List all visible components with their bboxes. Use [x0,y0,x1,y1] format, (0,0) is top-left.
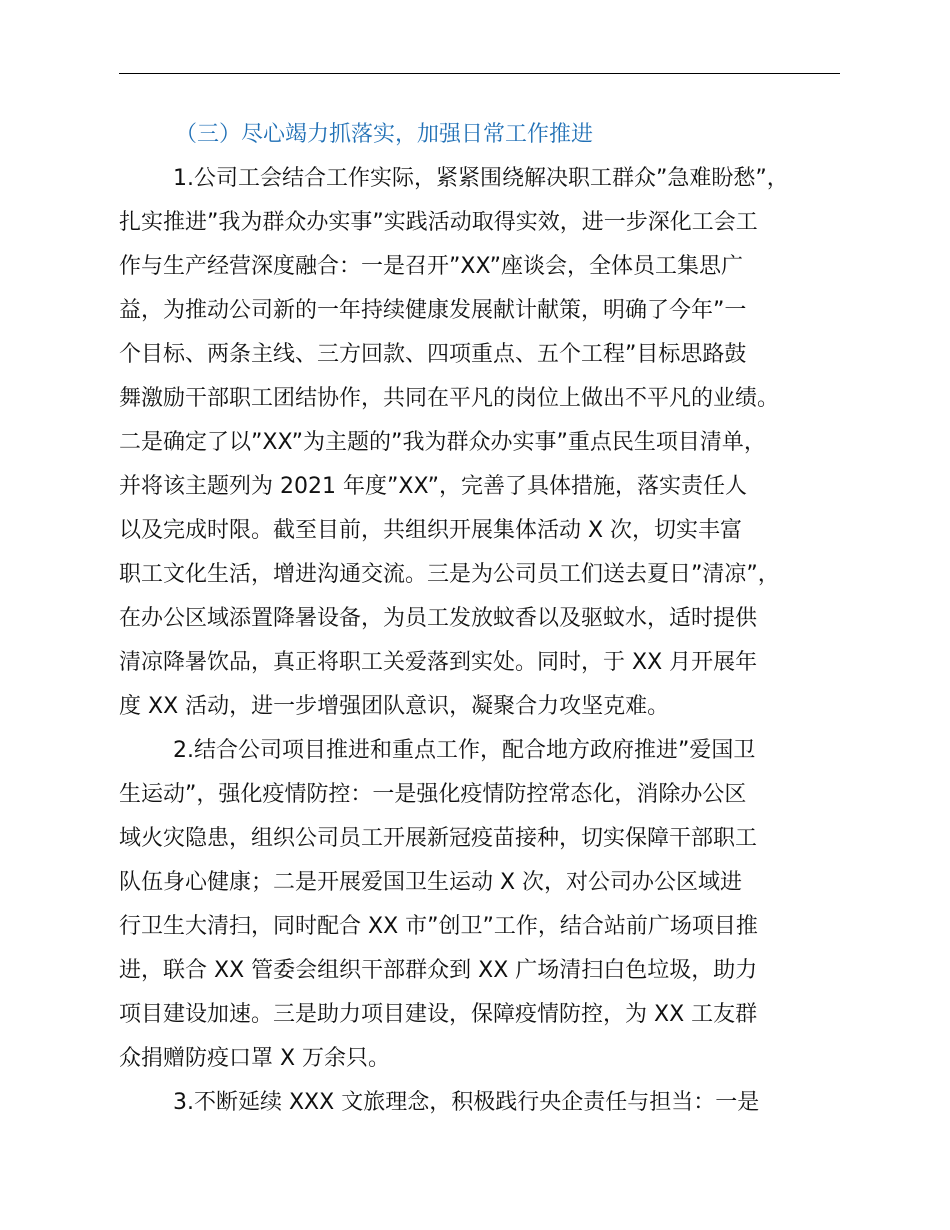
paragraph-line: 作与生产经营深度融合：一是召开”XX”座谈会，全体员工集思广 [119,254,744,279]
paragraph-line: 3.不断延续 XXX 文旅理念，积极践行央企责任与担当：一是 [173,1090,760,1115]
paragraph-2 [119,729,840,1081]
paragraph-line: 项目建设加速。三是助力项目建设，保障疫情防控，为 XX 工友群 [119,1002,758,1027]
paragraph-line: 二是确定了以”XX”为主题的”我为群众办实事”重点民生项目清单， [119,430,766,455]
paragraph-line: 并将该主题列为 2021 年度”XX”，完善了具体措施，落实责任人 [119,474,748,499]
paragraph-line: 1.公司工会结合工作实际，紧紧围绕解决职工群众”急难盼愁”， [173,166,789,191]
section-heading: （三）尽心竭力抓落实，加强日常工作推进 [175,122,594,147]
paragraph-line: 清凉降暑饮品，真正将职工关爱落到实处。同时，于 XX 月开展年 [119,650,758,675]
paragraph-line: 进，联合 XX 管委会组织干部群众到 XX 广场清扫白色垃圾，助力 [119,958,758,983]
paragraph-line: 生运动”，强化疫情防控：一是强化疫情防控常态化，消除办公区 [119,782,747,807]
document-body [119,113,840,1125]
paragraph-3 [119,1081,840,1125]
paragraph-line: 舞激励干部职工团结协作，共同在平凡的岗位上做出不平凡的业绩。 [119,386,780,411]
paragraph-line: 在办公区域添置降暑设备，为员工发放蚊香以及驱蚊水，适时提供 [119,606,758,631]
paragraph-line: 益，为推动公司新的一年持续健康发展献计献策，明确了今年”一 [119,298,747,323]
paragraph-line: 个目标、两条主线、三方回款、四项重点、五个工程”目标思路鼓 [119,342,747,367]
paragraph-line: 行卫生大清扫，同时配合 XX 市”创卫”工作，结合站前广场项目推 [119,914,758,939]
paragraph-line: 度 XX 活动，进一步增强团队意识，凝聚合力攻坚克难。 [119,694,670,719]
paragraph-line: 职工文化生活，增进沟通交流。三是为公司员工们送去夏日”清凉”， [119,562,780,587]
paragraph-line: 2.结合公司项目推进和重点工作，配合地方政府推进”爱国卫 [173,738,756,763]
paragraph-1 [119,157,840,729]
paragraph-line: 扎实推进”我为群众办实事”实践活动取得实效，进一步深化工会工 [119,210,758,235]
paragraph-line: 域火灾隐患，组织公司员工开展新冠疫苗接种，切实保障干部职工 [119,826,758,851]
paragraph-line: 众捐赠防疫口罩 X 万余只。 [119,1046,391,1071]
paragraph-line: 队伍身心健康；二是开展爱国卫生运动 X 次，对公司办公区域进 [119,870,743,895]
header-rule [119,73,840,74]
paragraph-line: 以及完成时限。截至目前，共组织开展集体活动 X 次，切实丰富 [119,518,743,543]
